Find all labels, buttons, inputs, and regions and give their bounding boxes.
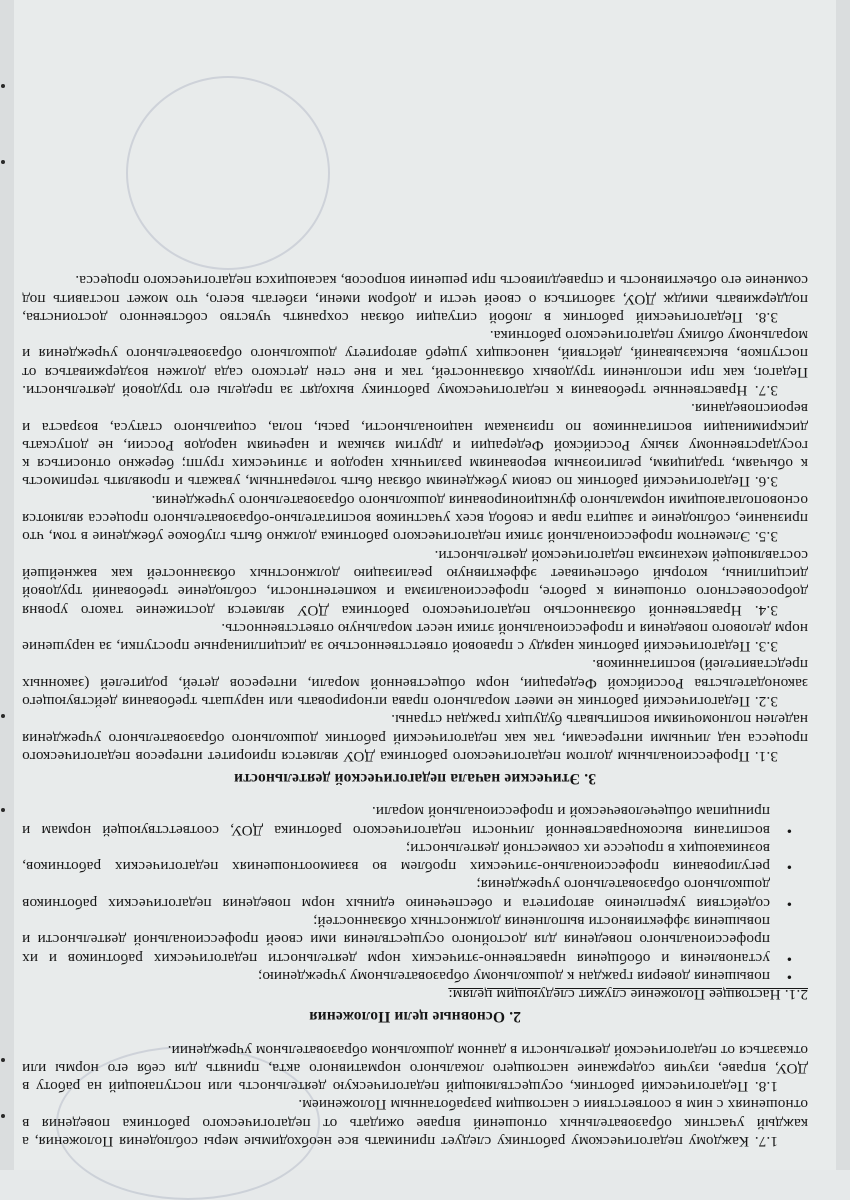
- paragraph-3-3: 3.3. Педагогический работник наряду с правовой ответственностью за дисциплинарные проступки, за нарушение норм делового поведения и профессиональной этики несет моральную ответственность.: [22, 619, 808, 656]
- paragraph-2-1: 2.1. Настоящее Положение служит следующим целям:: [448, 986, 808, 1004]
- paragraph-3-8: 3.8. Педагогический работник в любой ситуации обязан сохранять чувство собственного достоинства, поддерживать имидж ДОУ, заботиться о своей чести и добром имени, избегать всего, что может поставить под сомнение его объективность и справедливость при решении вопросов, касающихся педагогического процесса.: [22, 272, 808, 326]
- binding-hole: [1, 714, 5, 718]
- section-3-heading: 3. Этические начала педагогической деятельности: [233, 769, 597, 787]
- paragraph-3-5: 3.5. Элементом профессиональной этики педагогического работника должно быть глубокое убеждение в том, что признание, соблюдение и защита прав и свобод всех участников воспитательно-образовательного процесса являются основополагающими нормального функционирования дошкольного образовательного учреждения.: [22, 491, 808, 546]
- list-item: • повышения доверия граждан к дошкольному образовательному учреждению;: [22, 967, 770, 985]
- binding-hole: [1, 160, 5, 164]
- list-item: • воспитания высоконравственной личности педагогического работника ДОУ, соответствующей нормам и принципам общечеловеческой и профессиональной морали.: [22, 802, 770, 839]
- paragraph-3-2: 3.2. Педагогический работник не имеет морального права игнорировать или нарушать требования действующего законодательства Российской Федерации, норм общественной морали, интересов детей, родителей (законных представителей) воспитанников.: [22, 656, 808, 711]
- goals-list: [22, 802, 808, 985]
- paragraph-1-8: 1.8. Педагогический работник, осуществляющий педагогическую деятельность или поступающий на работу в ДОУ, вправе, изучив содержание настоящего локального нормативного акта, принять для себя его нормы или отказаться от педагогической деятельности в данном дошкольном образовательном учреждении.: [22, 1041, 808, 1096]
- faint-stamp-mark: [126, 76, 330, 270]
- document-text: [22, 271, 808, 1150]
- binding-hole: [1, 84, 5, 88]
- paragraph-3-7: 3.7. Нравственные требования к педагогическому работнику выходят за пределы его трудовой деятельности. Педагог, как при исполнении трудовых обязанностей, так и вне стен детского сада должен воздерживаться от поступков, высказываний, действий, наносящих ущерб авторитету дошкольного образовательного учреждения и моральному облику педагогического работника.: [22, 327, 808, 400]
- list-item: • содействия укреплению авторитета и обеспечению единых норм поведения педагогических работников дошкольного образовательного учреждения;: [22, 875, 770, 912]
- binding-hole: [1, 808, 5, 812]
- scan-shadow: [836, 0, 850, 1170]
- paragraph-3-6: 3.6. Педагогический работник по своим убеждениям обязан быть толерантным, уважать и проявлять терпимость к обычаям, традициям, религиозным верованиям различных народов и этнических групп; бережно относиться к государственному языку Российской Федерации и другим языкам и наречиям народов России, не допускать дискриминации воспитанников по признакам национальности, расы, пола, социального статуса, возраста и вероисповедания.: [22, 400, 808, 491]
- binding-hole: [1, 1058, 5, 1062]
- paragraph-3-4: 3.4. Нравственной обязанностью педагогического работника ДОУ является достижение такого уровня добросовестного отношения к работе, профессионализма и компетентности, соблюдение требований трудовой дисциплины, который обеспечивает эффективную реализацию должностных обязанностей как важнейшей составляющей механизма педагогической деятельности.: [22, 546, 808, 619]
- section-2-heading: 2. Основные цели Положения: [309, 1008, 521, 1026]
- list-item: • регулирования профессионально-этических проблем во взаимоотношениях педагогических работников, возникающих в процессе их совместной деятельности;: [22, 839, 770, 876]
- paragraph-1-7: 1.7. Каждому педагогическому работнику следует принимать все необходимые меры соблюдения Положения, а каждый участник образовательных отношений вправе ожидать от педагогического работника поведения в отношениях с ним в соответствии с настоящим разработанным Положением.: [22, 1096, 808, 1150]
- paragraph-3-1: 3.1. Профессиональным долгом педагогического работника ДОУ является приоритет интересов педагогического процесса над личными интересами, так как педагогический работник дошкольного образовательного учреждения наделен полномочиями воспитывать будущих граждан страны.: [22, 711, 808, 765]
- scan-shadow: [0, 0, 14, 1170]
- list-item: • установления и обобщения нравственно-этических норм деятельности педагогических работников и их профессионального поведения для достойного осуществления ими своей профессиональной деятельности и повышения эффективности выполнения должностных обязанностей;: [22, 912, 770, 967]
- binding-hole: [1, 1114, 5, 1118]
